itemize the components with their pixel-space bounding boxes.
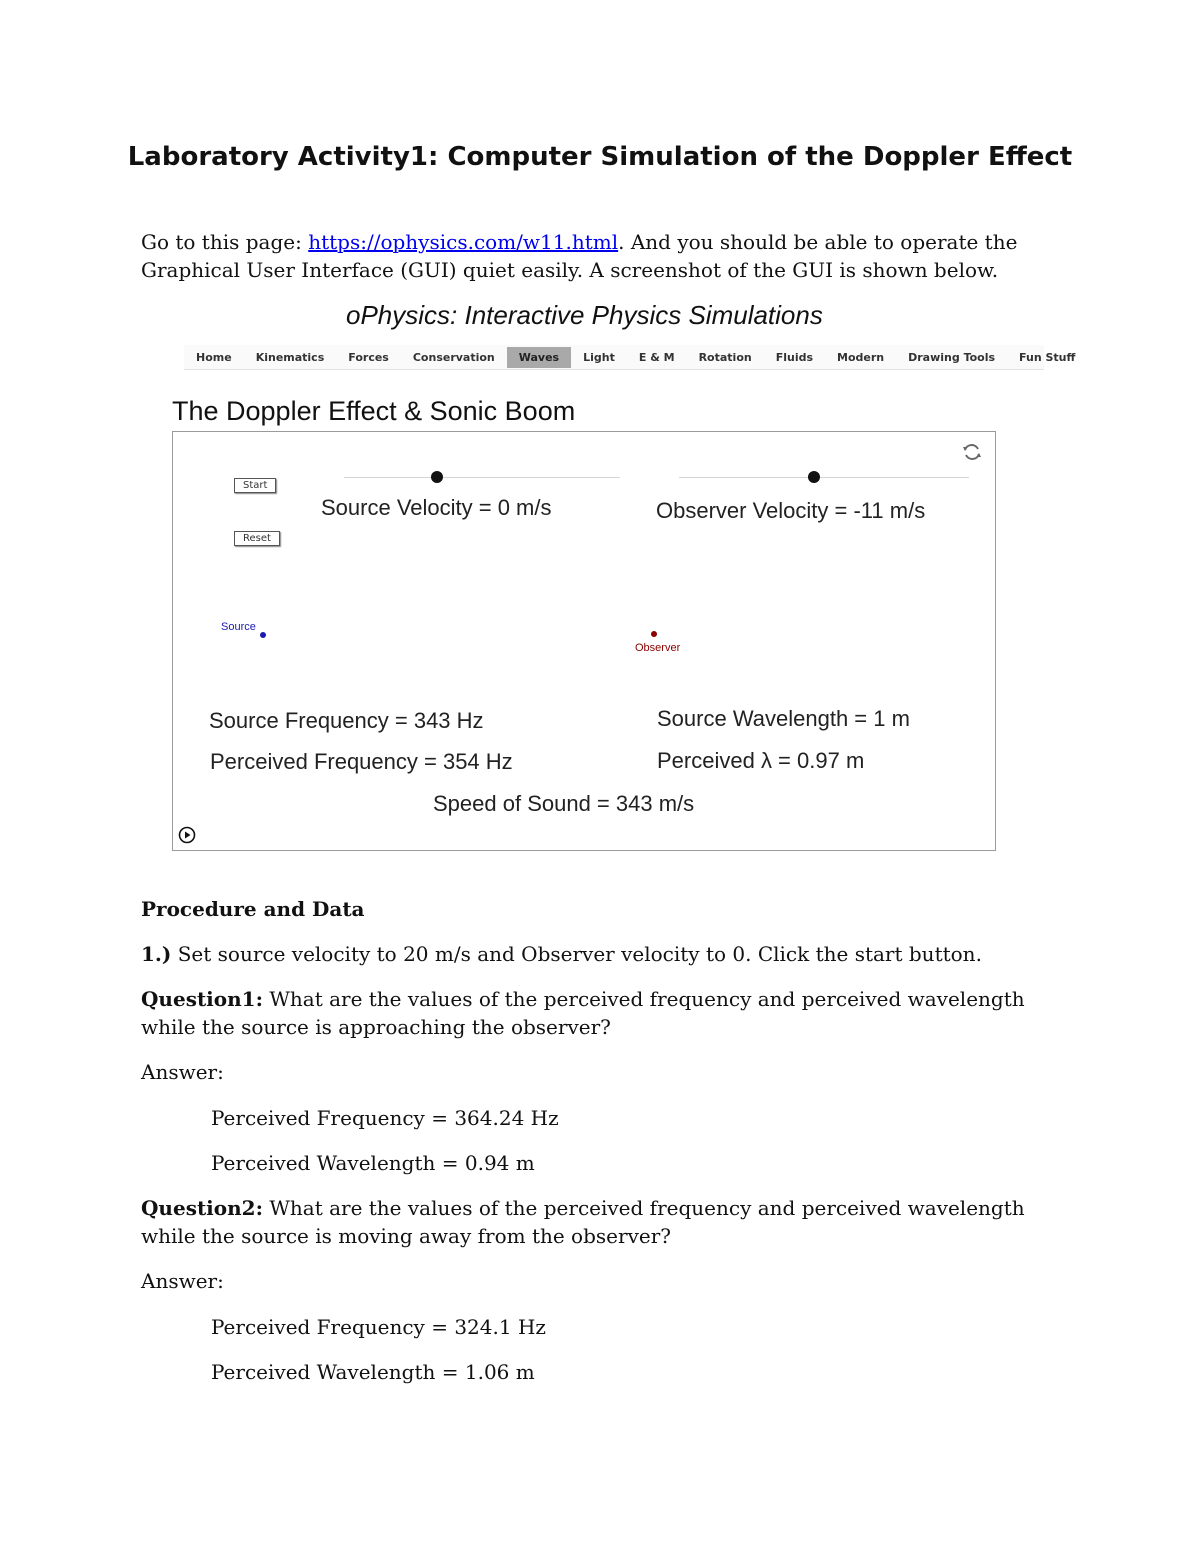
answer-1-label: Answer: xyxy=(141,1060,224,1084)
simulation-panel xyxy=(172,431,996,851)
start-button[interactable]: Start xyxy=(234,478,276,493)
reset-button[interactable]: Reset xyxy=(234,531,280,546)
procedure-heading: Procedure and Data xyxy=(141,897,365,921)
nav-item-e-m[interactable]: E & M xyxy=(638,350,675,364)
site-title: oPhysics: Interactive Physics Simulations xyxy=(346,300,823,330)
simulation-title: The Doppler Effect & Sonic Boom xyxy=(172,396,576,426)
source-label: Source xyxy=(221,621,256,633)
play-icon[interactable] xyxy=(178,826,196,844)
nav-item-waves[interactable]: Waves xyxy=(507,347,571,368)
nav-item-home[interactable]: Home xyxy=(196,350,232,364)
source-velocity-slider-track[interactable] xyxy=(344,477,620,478)
observer-velocity-slider-knob[interactable] xyxy=(808,471,820,483)
answer-1-wavelength: Perceived Wavelength = 0.94 m xyxy=(211,1151,535,1175)
observer-point[interactable] xyxy=(651,631,657,637)
nav-item-fun-stuff[interactable]: Fun Stuff xyxy=(1019,350,1076,364)
nav-item-conservation[interactable]: Conservation xyxy=(412,350,495,364)
source-point[interactable] xyxy=(260,632,266,638)
observer-velocity-slider-track[interactable] xyxy=(679,477,969,478)
nav-item-drawing-tools[interactable]: Drawing Tools xyxy=(908,350,996,364)
answer-2-label: Answer: xyxy=(141,1269,224,1293)
source-velocity-slider-knob[interactable] xyxy=(431,471,443,483)
question-2 xyxy=(141,1194,1071,1250)
perceived-wavelength-readout: Perceived λ = 0.97 m xyxy=(657,748,865,773)
nav-item-kinematics[interactable]: Kinematics xyxy=(255,350,325,364)
ophysics-link[interactable]: https://ophysics.com/w11.html xyxy=(308,230,619,254)
question-1-text: What are the values of the perceived frequency and perceived wavelength while the source is approaching the observer? xyxy=(141,987,1025,1039)
nav-item-fluids[interactable]: Fluids xyxy=(775,350,814,364)
site-navbar xyxy=(184,345,1076,370)
intro-text-after: . And you should be able to operate the Graphical User Interface (GUI) quiet easily. A screenshot of the GUI is shown below. xyxy=(141,230,1018,282)
answer-1-frequency: Perceived Frequency = 364.24 Hz xyxy=(211,1106,559,1130)
source-frequency-readout: Source Frequency = 343 Hz xyxy=(209,708,484,733)
refresh-icon[interactable] xyxy=(961,441,983,463)
question-2-label: Question2: xyxy=(141,1196,263,1220)
source-velocity-label: Source Velocity = 0 m/s xyxy=(321,495,552,520)
answer-2-frequency: Perceived Frequency = 324.1 Hz xyxy=(211,1315,546,1339)
question-1-label: Question1: xyxy=(141,987,263,1011)
perceived-frequency-readout: Perceived Frequency = 354 Hz xyxy=(210,749,513,774)
nav-item-light[interactable]: Light xyxy=(583,350,615,364)
intro-text-before: Go to this page: xyxy=(141,230,309,254)
step-1 xyxy=(141,940,1071,968)
document-title: Laboratory Activity1: Computer Simulation of the Doppler Effect xyxy=(127,142,1073,172)
question-2-text: What are the values of the perceived frequency and perceived wavelength while the source is moving away from the observer? xyxy=(141,1196,1025,1248)
source-wavelength-readout: Source Wavelength = 1 m xyxy=(657,706,910,731)
intro-paragraph xyxy=(141,228,1071,284)
observer-label: Observer xyxy=(635,642,681,654)
nav-item-rotation[interactable]: Rotation xyxy=(698,350,752,364)
question-1 xyxy=(141,985,1071,1041)
nav-item-modern[interactable]: Modern xyxy=(837,350,885,364)
observer-velocity-label: Observer Velocity = -11 m/s xyxy=(656,498,926,523)
speed-of-sound-readout: Speed of Sound = 343 m/s xyxy=(433,791,695,816)
step-1-number: 1.) xyxy=(141,942,172,966)
answer-2-wavelength: Perceived Wavelength = 1.06 m xyxy=(211,1360,535,1384)
step-1-text: Set source velocity to 20 m/s and Observer velocity to 0. Click the start button. xyxy=(171,942,982,966)
nav-item-forces[interactable]: Forces xyxy=(348,350,389,364)
